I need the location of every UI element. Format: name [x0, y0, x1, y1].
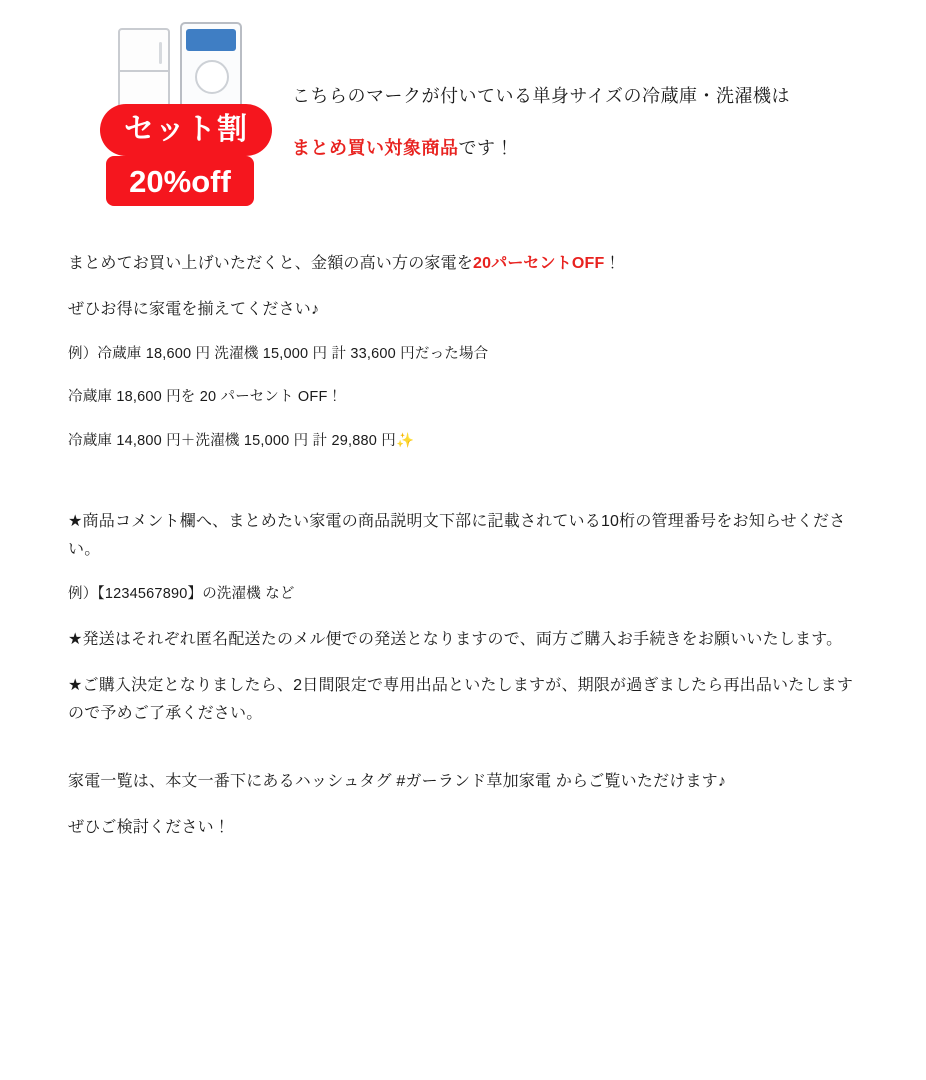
paragraph-discount-intro-post: ！ [604, 255, 621, 272]
promo-line-2-tail: です！ [458, 138, 514, 158]
paragraph-example-result-text: 冷蔵庫 14,800 円＋洗濯機 15,000 円 計 29,880 円 [68, 432, 396, 449]
paragraph-reserved-listing: ★ご購入決定となりましたら、2日間限定で専用出品といたしますが、期限が過ぎましたら再出品いたしますので予めご了承ください。 [68, 676, 854, 722]
description-body [68, 250, 868, 860]
paragraph-comment-instruction: ★商品コメント欄へ、まとめたい家電の商品説明文下部に記載されている10桁の管理番号をお知らせください。 [68, 513, 846, 559]
paragraph-example-discount: 冷蔵庫 18,600 円を 20 パーセント OFF！ [68, 389, 343, 406]
off-badge-label: 20%off [129, 163, 231, 199]
washer-drum [195, 60, 229, 94]
paragraph-example-result [68, 429, 868, 454]
washing-machine-icon [180, 22, 242, 112]
paragraph-hashtag-list: 家電一覧は、本文一番下にあるハッシュタグ #ガーランド草加家電 からご覧いただけます♪ [68, 772, 727, 790]
paragraph-discount-intro-pre: まとめてお買い上げいただくと、金額の高い方の家電を [68, 255, 474, 272]
promo-line-2 [292, 134, 892, 160]
paragraph-discount-intro-highlight: 20パーセントOFF [473, 255, 605, 272]
paragraph-encourage: ぜひお得に家電を揃えてください♪ [68, 301, 320, 318]
set-badge-label: セット割 [124, 113, 248, 146]
promo-line-1: こちらのマークが付いている単身サイズの冷蔵庫・洗濯機は [292, 86, 791, 106]
paragraph-example-total: 例）冷蔵庫 18,600 円 洗濯機 15,000 円 計 33,600 円だった場合 [68, 346, 489, 362]
promo-header-text [292, 82, 892, 160]
paragraph-discount-intro [68, 250, 868, 278]
sparkle-icon: ✨ [395, 432, 415, 449]
set-discount-badge-group [100, 22, 275, 202]
paragraph-comment-example: 例）【1234567890】の洗濯機 など [68, 586, 295, 603]
off-badge [106, 156, 254, 206]
washer-lid [186, 29, 236, 51]
spacer-1 [68, 472, 868, 508]
refrigerator-icon [118, 28, 170, 110]
appliance-illustration [118, 22, 258, 117]
paragraph-closing: ぜひご検討ください！ [68, 818, 231, 836]
paragraph-shipping: ★発送はそれぞれ匿名配送たのメル便での発送となりますので、両方ご購入お手続きをお願いいたします。 [68, 630, 843, 648]
promo-header [0, 0, 926, 220]
set-badge [100, 104, 272, 156]
spacer-2 [68, 746, 868, 768]
promo-line-2-highlight: まとめ買い対象商品 [292, 138, 459, 158]
